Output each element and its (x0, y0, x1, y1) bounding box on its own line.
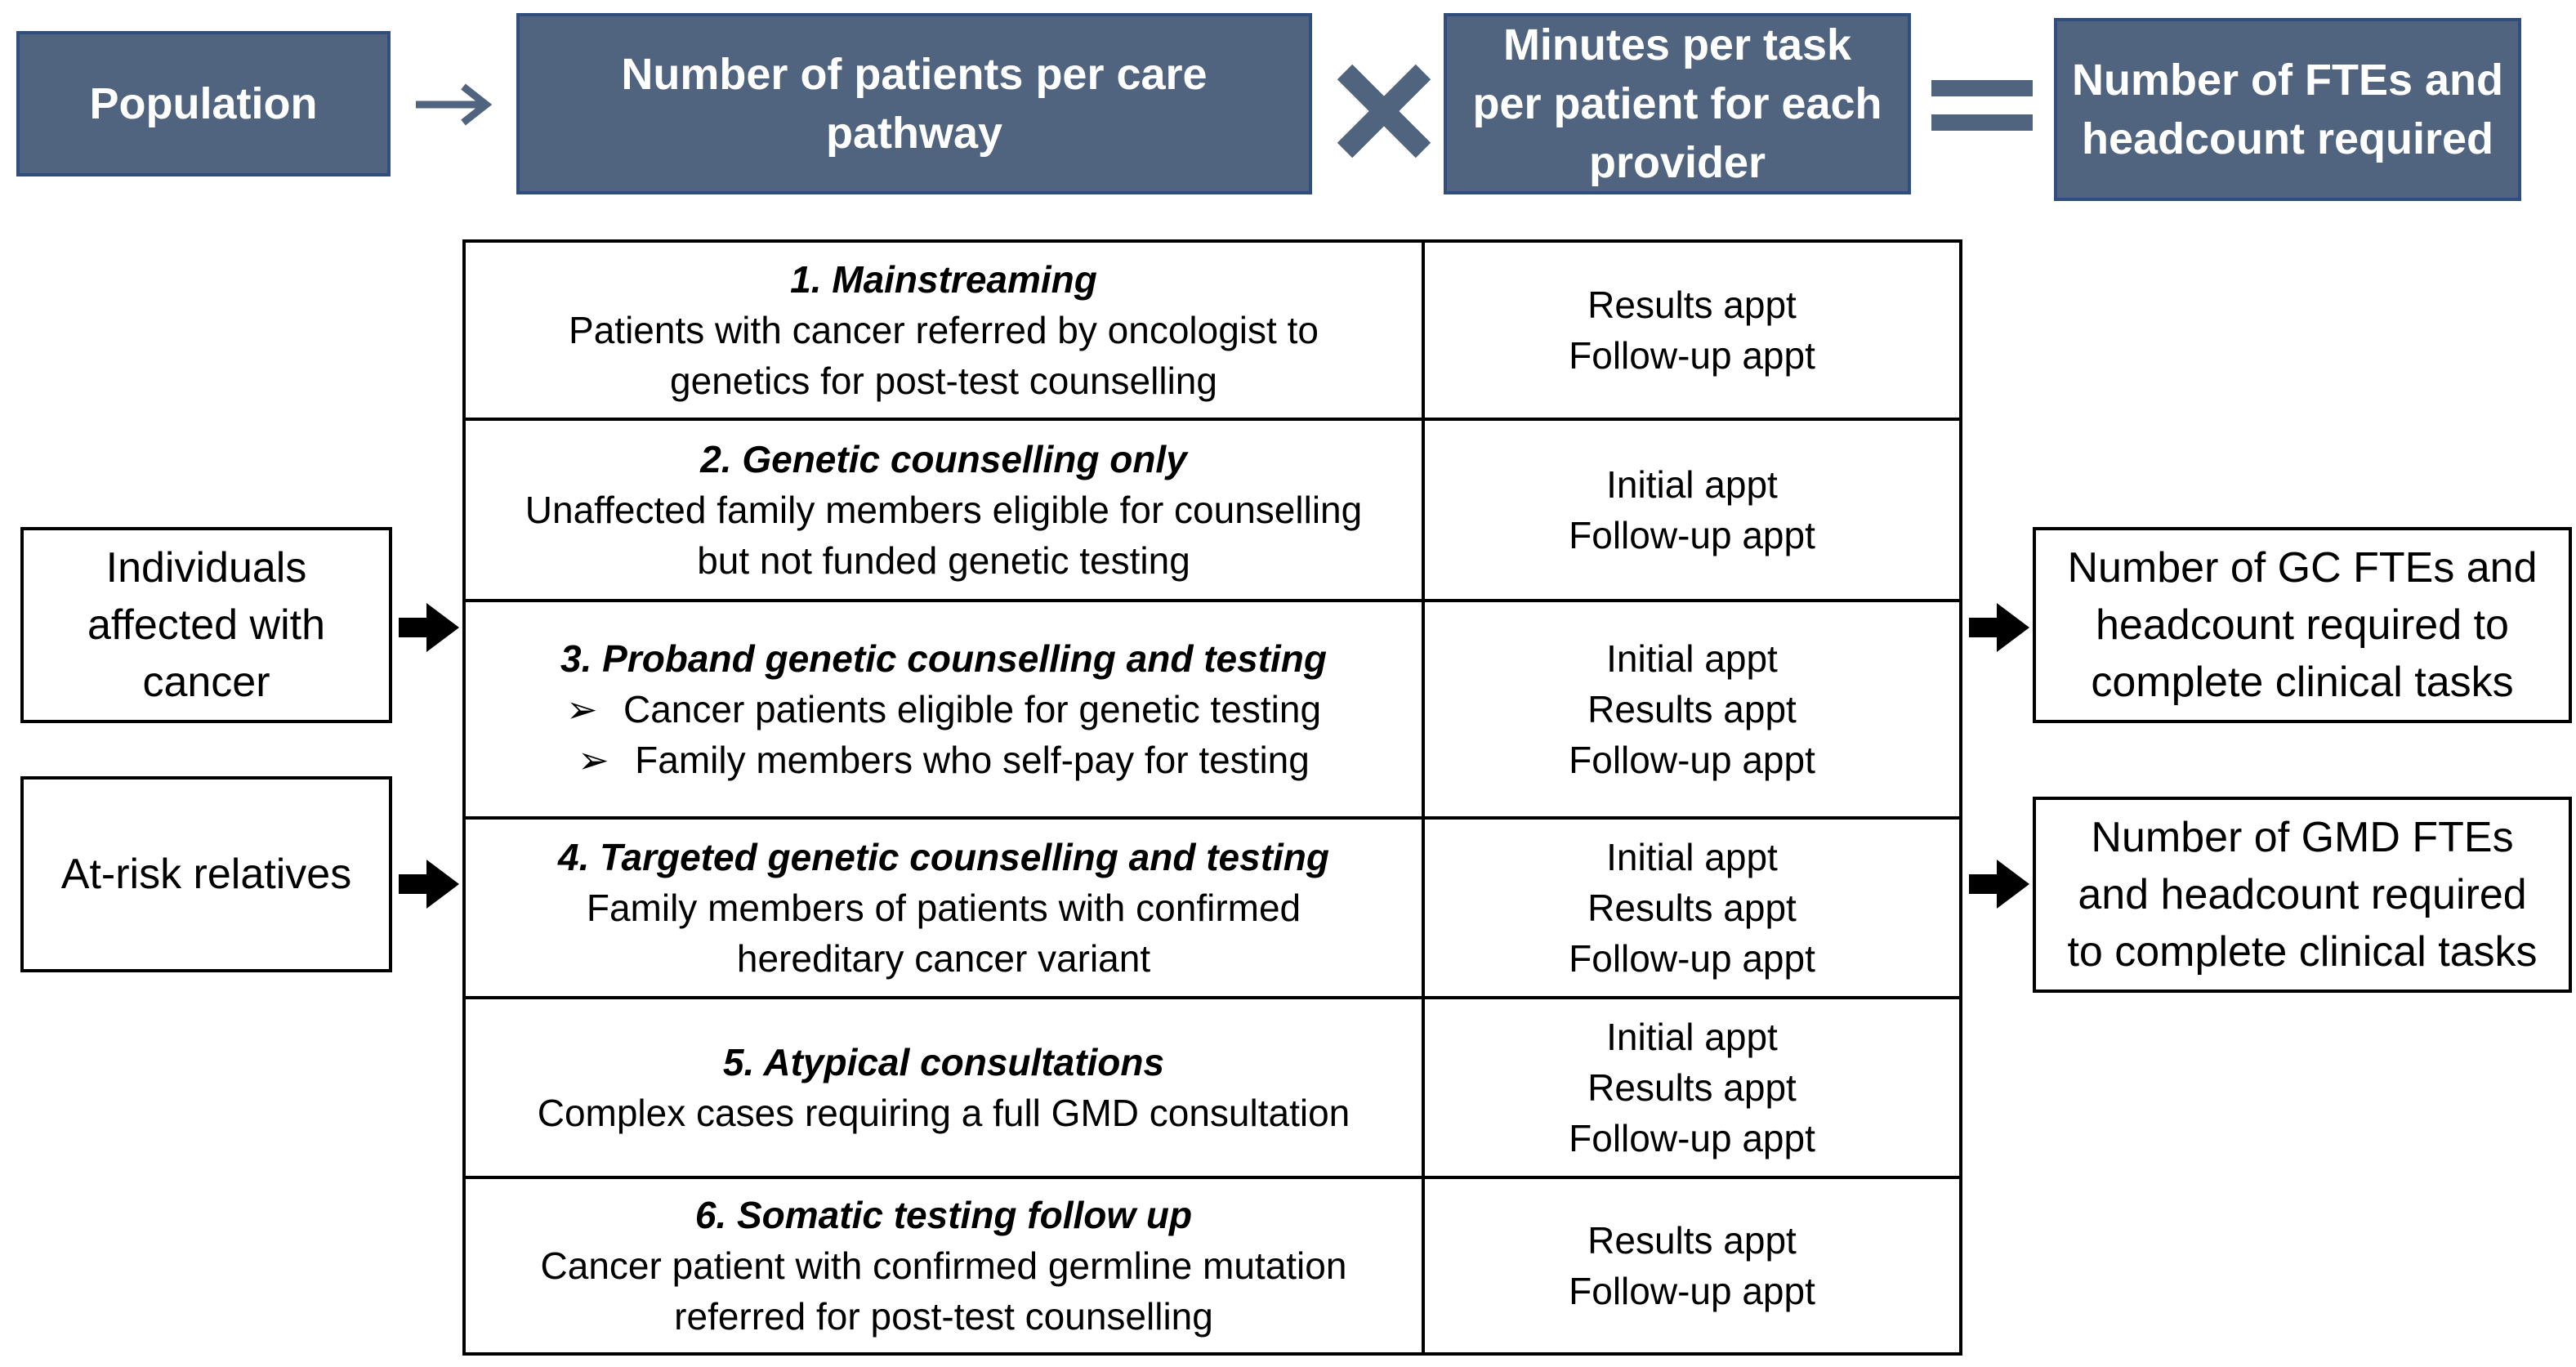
gmd-ftes-line1: Number of GMD FTEs (2091, 814, 2514, 861)
pathway-appointments (1425, 243, 1959, 418)
right-arrow-icon (413, 82, 494, 127)
table-row (466, 243, 1959, 418)
pathway-text: Complex cases requiring a full GMD consultation (537, 1092, 1351, 1134)
appointment-label: Follow-up appt (1569, 1270, 1815, 1312)
minutes-per-task-line1: Minutes per task (1502, 20, 1852, 69)
table-row (466, 418, 1959, 599)
pathway-title: 2. Genetic counselling only (700, 438, 1187, 480)
appointment-label: Follow-up appt (1569, 334, 1815, 377)
pathway-text: Patients with cancer referred by oncologist to (569, 309, 1319, 351)
pathway-title: 1. Mainstreaming (790, 258, 1097, 301)
minutes-per-task-box (1444, 13, 1911, 194)
pathway-title: 3. Proband genetic counselling and testing (560, 637, 1327, 680)
equals-icon (1931, 80, 2033, 131)
pathway-description (466, 602, 1425, 816)
pathway-text: Cancer patient with confirmed germline mutation (540, 1244, 1347, 1287)
ftes-required-line1: Number of FTEs and (2071, 56, 2504, 105)
bullet-item (578, 735, 1310, 785)
table-row (466, 599, 1959, 816)
ftes-required-line2: headcount required (2081, 114, 2494, 163)
at-risk-relatives-label: At-risk relatives (60, 851, 352, 898)
ftes-required-box (2054, 18, 2521, 201)
bullet-text: Family members who self-pay for testing (635, 739, 1310, 781)
affected-line3: cancer (142, 659, 270, 706)
affected-line2: affected with (87, 601, 325, 649)
pathway-text: but not funded genetic testing (697, 539, 1190, 582)
pathway-description (466, 421, 1425, 599)
appointment-label: Follow-up appt (1569, 1117, 1815, 1159)
arrow-bullet-icon: ➢ (565, 688, 598, 730)
right-arrow-icon (399, 860, 459, 909)
appointment-label: Results appt (1587, 688, 1797, 730)
table-row (466, 816, 1959, 996)
affected-line1: Individuals (105, 544, 307, 592)
gmd-ftes-box (2033, 797, 2572, 993)
appointment-label: Results appt (1587, 1219, 1797, 1262)
appointment-label: Initial appt (1606, 463, 1778, 506)
appointment-label: Initial appt (1606, 836, 1778, 878)
right-arrow-icon (399, 603, 459, 652)
pathway-description (466, 999, 1425, 1176)
minutes-per-task-line2: per patient for each (1472, 79, 1882, 128)
pathway-appointments (1425, 999, 1959, 1176)
care-pathway-table (462, 239, 1962, 1356)
bullet-item (566, 684, 1321, 735)
pathway-appointments (1425, 1179, 1959, 1352)
population-label: Population (89, 79, 318, 128)
minutes-per-task-line3: provider (1588, 138, 1766, 187)
multiply-icon (1337, 64, 1431, 159)
gc-ftes-line2: headcount required to (2096, 601, 2509, 649)
population-box (16, 31, 391, 176)
gmd-ftes-line3: to complete clinical tasks (2067, 928, 2538, 976)
appointment-label: Results appt (1587, 284, 1797, 326)
appointment-label: Follow-up appt (1569, 937, 1815, 980)
appointment-label: Results appt (1587, 1066, 1797, 1109)
pathway-text: referred for post-test counselling (674, 1295, 1213, 1338)
pathway-appointments (1425, 602, 1959, 816)
appointment-label: Results appt (1587, 887, 1797, 929)
patients-per-pathway-line2: pathway (825, 109, 1003, 158)
patients-per-pathway-line1: Number of patients per care (621, 50, 1208, 99)
right-arrow-icon (1969, 860, 2029, 909)
affected-individuals-box (20, 527, 392, 723)
pathway-text: genetics for post-test counselling (670, 360, 1217, 402)
at-risk-relatives-box (20, 776, 392, 972)
table-row (466, 996, 1959, 1176)
arrow-bullet-icon: ➢ (578, 739, 609, 781)
pathway-title: 5. Atypical consultations (722, 1041, 1165, 1083)
gc-ftes-box (2033, 527, 2572, 723)
pathway-title: 6. Somatic testing follow up (694, 1194, 1193, 1236)
appointment-label: Follow-up appt (1569, 739, 1815, 781)
gc-ftes-line1: Number of GC FTEs and (2067, 544, 2538, 592)
appointment-label: Follow-up appt (1569, 514, 1815, 556)
pathway-text: Unaffected family members eligible for counselling (525, 489, 1363, 531)
pathway-text: hereditary cancer variant (736, 937, 1151, 980)
pathway-title: 4. Targeted genetic counselling and testing (557, 836, 1329, 878)
gmd-ftes-line2: and headcount required (2078, 871, 2527, 918)
pathway-description (466, 1179, 1425, 1352)
pathway-text: Family members of patients with confirmed (586, 887, 1301, 929)
pathway-appointments (1425, 421, 1959, 599)
appointment-label: Initial appt (1606, 1016, 1778, 1058)
pathway-description (466, 820, 1425, 996)
table-row (466, 1176, 1959, 1352)
pathway-appointments (1425, 820, 1959, 996)
patients-per-pathway-box (516, 13, 1312, 194)
right-arrow-icon (1969, 603, 2029, 652)
pathway-description (466, 243, 1425, 418)
bullet-text: Cancer patients eligible for genetic testing (623, 688, 1322, 730)
gc-ftes-line3: complete clinical tasks (2091, 659, 2514, 706)
appointment-label: Initial appt (1606, 637, 1778, 680)
